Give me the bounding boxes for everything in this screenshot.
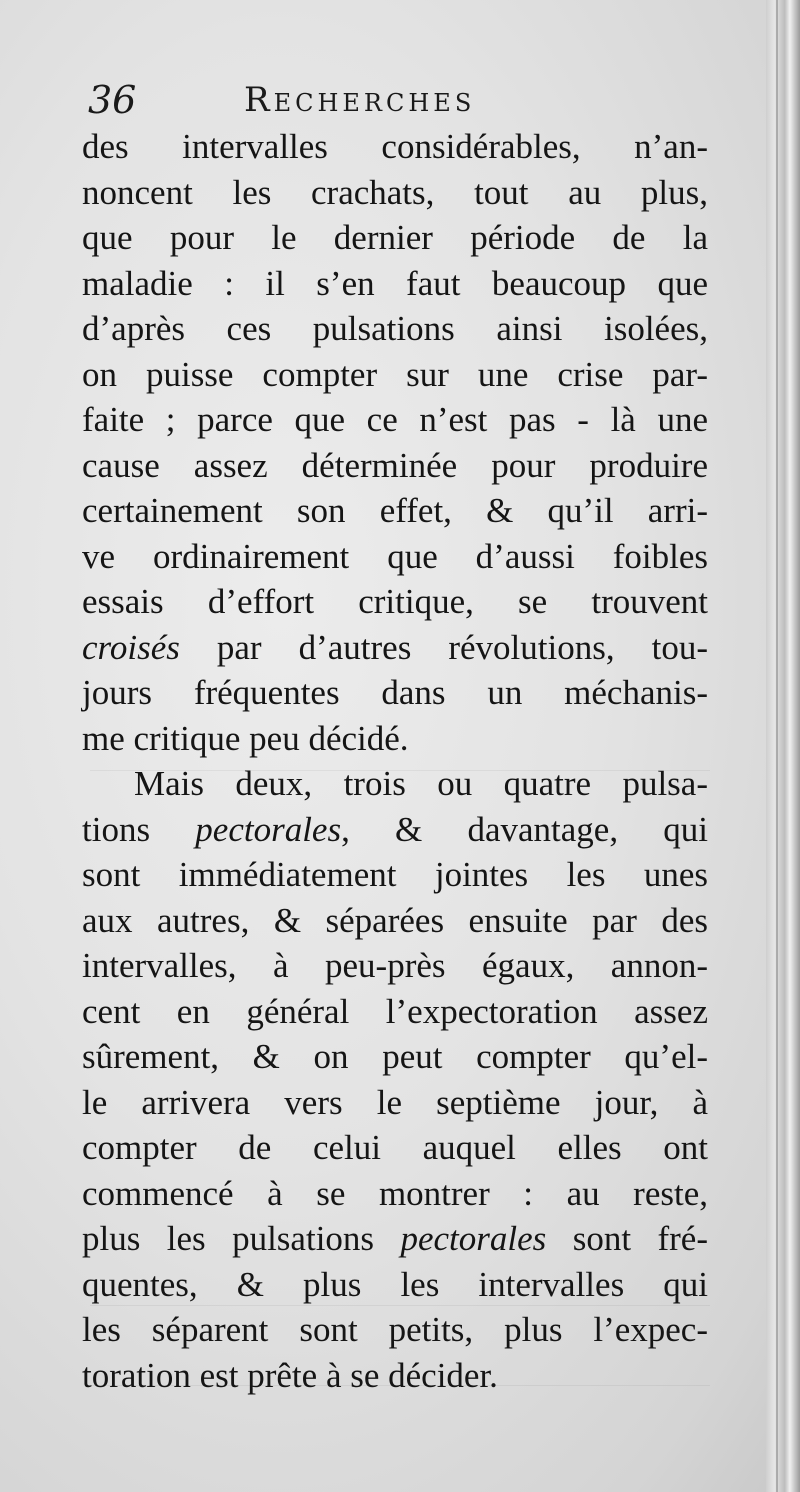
text-segment: , & davantage, qui xyxy=(341,809,708,849)
text-line xyxy=(82,443,708,489)
text-segment: jours fréquentes dans un méchanis- xyxy=(82,673,708,712)
text-segment: certainement son effet, & qu’il arri- xyxy=(82,491,708,530)
text-line xyxy=(82,716,708,762)
text-segment: plus les pulsations xyxy=(82,1219,401,1258)
text-segment: commencé à se montrer : au reste, xyxy=(82,1173,708,1213)
text-line xyxy=(82,534,708,580)
paragraph xyxy=(82,124,708,761)
text-line xyxy=(82,1353,708,1399)
text-segment: essais d’effort critique, se trouvent xyxy=(82,582,708,621)
text-segment: sont immédiatement jointes les unes xyxy=(82,855,708,894)
text-line xyxy=(82,943,708,989)
text-line xyxy=(82,170,708,216)
text-segment: des intervalles considérables, n’an- xyxy=(82,127,708,166)
text-segment: noncent les crachats, tout au plus, xyxy=(82,172,708,212)
text-line xyxy=(82,852,708,898)
text-line xyxy=(82,1034,708,1080)
text-line xyxy=(82,579,708,625)
text-segment: compter de celui auquel elles ont xyxy=(82,1128,708,1167)
text-line xyxy=(82,1125,708,1171)
text-line xyxy=(82,625,708,671)
text-segment: aux autres, & séparées ensuite par des xyxy=(82,900,708,940)
text-line xyxy=(82,124,708,170)
text-segment: sûrement, & on peut compter qu’el- xyxy=(82,1037,708,1076)
text-line xyxy=(82,1262,708,1308)
text-segment: faite ; parce que ce n’est pas - là une xyxy=(82,400,708,439)
text-line xyxy=(82,761,708,807)
text-line xyxy=(82,807,708,853)
text-line xyxy=(82,397,708,443)
text-segment: Mais deux, trois ou quatre pulsa- xyxy=(134,764,708,803)
text-segment: on puisse compter sur une crise par- xyxy=(82,354,708,394)
page-gutter xyxy=(766,0,800,1492)
text-segment: intervalles, à peu-près égaux, annon- xyxy=(82,946,708,985)
text-line xyxy=(82,1216,708,1262)
text-segment: que pour le dernier période de la xyxy=(82,218,708,257)
italic-term: pectorales xyxy=(400,1219,547,1258)
italic-term: pectorales xyxy=(195,809,342,849)
text-line xyxy=(82,1307,708,1353)
italic-term: croisés xyxy=(82,627,180,667)
text-segment: le arrivera vers le septième jour, à xyxy=(82,1082,708,1122)
text-segment: tions xyxy=(82,809,196,849)
binding-edge xyxy=(776,0,778,1492)
body-text xyxy=(82,124,708,1398)
text-segment: par d’autres révolutions, tou- xyxy=(179,627,708,667)
text-line xyxy=(82,989,708,1035)
paragraph xyxy=(82,761,708,1398)
text-segment: d’après ces pulsations ainsi isolées, xyxy=(82,309,708,348)
page-number: 36 xyxy=(88,78,137,122)
text-segment: me critique peu décidé. xyxy=(82,718,409,758)
text-line xyxy=(82,670,708,716)
text-line xyxy=(82,306,708,352)
text-line xyxy=(82,898,708,944)
text-segment: ve ordinairement que d’aussi foibles xyxy=(82,536,708,576)
text-segment: les séparent sont petits, plus l’expec- xyxy=(82,1310,708,1349)
running-head: Recherches xyxy=(244,80,476,120)
text-segment: sont fré- xyxy=(546,1219,708,1258)
text-line xyxy=(82,488,708,534)
text-segment: cent en général l’expectoration assez xyxy=(82,991,708,1031)
text-segment: cause assez déterminée pour produire xyxy=(82,445,708,485)
text-segment: maladie : il s’en faut beaucoup que xyxy=(82,263,708,303)
text-segment: quentes, & plus les intervalles qui xyxy=(82,1264,708,1304)
text-line xyxy=(82,261,708,307)
text-line xyxy=(82,215,708,261)
text-line xyxy=(82,1080,708,1126)
page-header xyxy=(88,78,708,128)
text-line xyxy=(82,352,708,398)
text-segment: toration est prête à se décider. xyxy=(82,1355,498,1395)
text-line xyxy=(82,1171,708,1217)
